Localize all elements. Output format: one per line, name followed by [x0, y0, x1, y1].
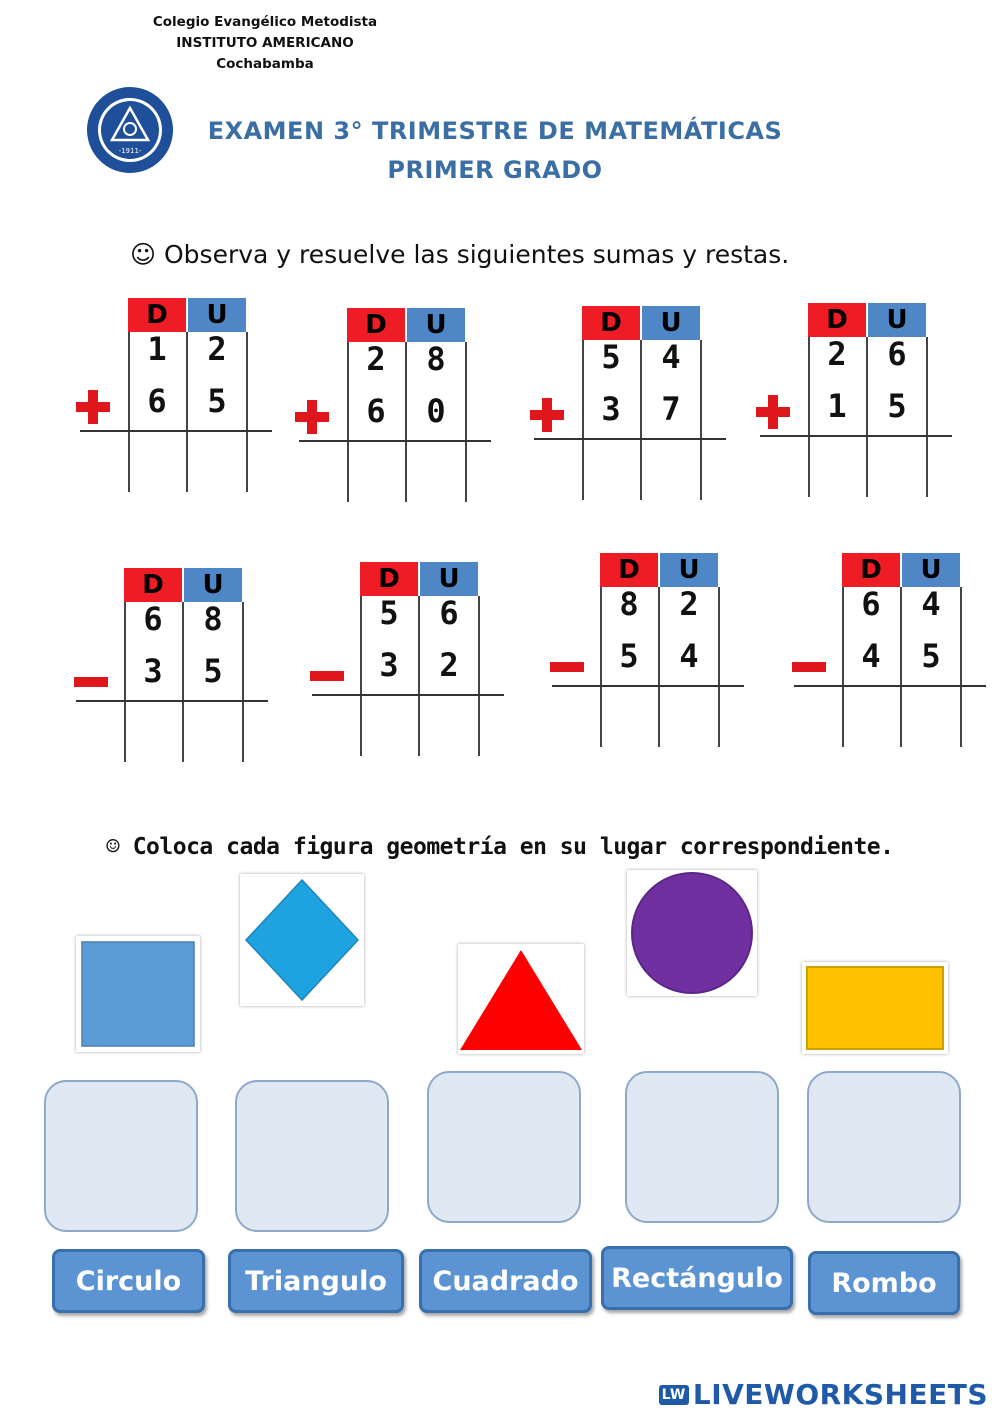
triangle-shape — [458, 944, 584, 1054]
tens-header: D — [582, 306, 640, 340]
answer-cell-units[interactable] — [663, 691, 715, 745]
units-header: U — [642, 306, 700, 340]
tens-header: D — [360, 562, 418, 596]
minus-icon — [792, 659, 826, 678]
school-line-3: Cochabamba — [216, 56, 314, 72]
answer-cell-tens[interactable] — [845, 691, 897, 745]
answer-cell-units[interactable] — [187, 706, 239, 760]
label-cuadrado[interactable]: Cuadrado — [419, 1249, 592, 1313]
column-divider — [478, 596, 480, 756]
diamond-fill — [246, 880, 358, 1000]
units-header: U — [407, 308, 465, 342]
label-circulo[interactable]: Circulo — [52, 1249, 205, 1313]
top-digit-units: 2 — [207, 330, 227, 368]
instruction-operations: ☺ Observa y resuelve las siguientes sumas y restas. — [130, 240, 790, 269]
answer-line — [794, 685, 986, 687]
top-digit-units: 4 — [921, 585, 941, 623]
top-digit-units: 6 — [887, 335, 907, 373]
answer-cell-tens[interactable] — [127, 706, 179, 760]
addition-problem-4 — [756, 303, 956, 503]
answer-cell-units[interactable] — [905, 691, 957, 745]
answer-cell-tens[interactable] — [585, 444, 637, 498]
bottom-digit-units: 4 — [679, 637, 699, 675]
top-digit-tens: 1 — [147, 330, 167, 368]
answer-cell-units[interactable] — [410, 446, 462, 500]
brand-logo[interactable] — [659, 1378, 988, 1411]
drop-box-3[interactable] — [427, 1071, 581, 1223]
answer-line — [299, 440, 491, 442]
plus-icon — [295, 400, 329, 438]
top-digit-units: 4 — [661, 338, 681, 376]
answer-line — [76, 700, 268, 702]
rectangle-shape — [802, 962, 948, 1054]
shape-tile-circle[interactable] — [627, 870, 757, 996]
top-digit-tens: 5 — [601, 338, 621, 376]
addition-problem-1 — [76, 298, 276, 498]
bottom-digit-tens: 6 — [366, 392, 386, 430]
school-line-1: Colegio Evangélico Metodista — [152, 14, 378, 30]
diamond-shape — [240, 874, 364, 1006]
column-divider — [960, 587, 962, 747]
answer-line — [760, 435, 952, 437]
subtraction-problem-4 — [790, 553, 990, 753]
bottom-digit-tens: 3 — [601, 390, 621, 428]
column-divider — [246, 332, 248, 492]
bottom-digit-units: 5 — [207, 382, 227, 420]
tens-header: D — [808, 303, 866, 337]
column-divider — [242, 602, 244, 762]
subtraction-problem-1 — [72, 568, 272, 768]
tens-header: D — [124, 568, 182, 602]
answer-line — [80, 430, 272, 432]
title-line-2: PRIMER GRADO — [387, 156, 603, 184]
instruction-shapes: ☺ Coloca cada figura geometría en su lugar correspondiente. — [106, 834, 894, 860]
school-name — [120, 12, 410, 75]
square-fill — [82, 942, 194, 1046]
units-header: U — [868, 303, 926, 337]
minus-icon — [74, 674, 108, 693]
answer-cell-tens[interactable] — [350, 446, 402, 500]
bottom-digit-tens: 6 — [147, 382, 167, 420]
answer-cell-tens[interactable] — [363, 700, 415, 754]
bottom-digit-units: 5 — [921, 637, 941, 675]
label-rectangulo[interactable]: Rectángulo — [601, 1246, 793, 1310]
shape-tile-rectangle[interactable] — [802, 962, 948, 1054]
bottom-digit-tens: 1 — [827, 387, 847, 425]
drop-box-2[interactable] — [235, 1080, 389, 1232]
column-divider — [465, 342, 467, 502]
addition-problem-2 — [295, 308, 495, 508]
top-digit-units: 6 — [439, 594, 459, 632]
top-digit-tens: 5 — [379, 594, 399, 632]
top-digit-units: 8 — [426, 340, 446, 378]
top-digit-tens: 6 — [861, 585, 881, 623]
label-triangulo[interactable]: Triangulo — [228, 1249, 404, 1313]
units-header: U — [902, 553, 960, 587]
logo-year: -1911- — [118, 147, 142, 155]
minus-icon — [310, 668, 344, 687]
top-digit-tens: 8 — [619, 585, 639, 623]
top-digit-tens: 2 — [366, 340, 386, 378]
tens-header: D — [600, 553, 658, 587]
square-shape — [76, 936, 200, 1052]
column-divider — [718, 587, 720, 747]
tens-header: D — [842, 553, 900, 587]
bottom-digit-units: 2 — [439, 646, 459, 684]
top-digit-units: 8 — [203, 600, 223, 638]
answer-cell-tens[interactable] — [131, 436, 183, 490]
page-title — [180, 112, 810, 190]
drop-box-5[interactable] — [807, 1071, 961, 1223]
drop-box-4[interactable] — [625, 1071, 779, 1223]
subtraction-problem-2 — [308, 562, 508, 762]
units-header: U — [660, 553, 718, 587]
plus-icon — [530, 398, 564, 436]
answer-cell-tens[interactable] — [811, 441, 863, 495]
shape-tile-diamond[interactable] — [240, 874, 364, 1006]
brand-name: LIVEWORKSHEETS — [692, 1378, 988, 1411]
addition-problem-3 — [530, 306, 730, 506]
column-divider — [926, 337, 928, 497]
answer-cell-units[interactable] — [645, 444, 697, 498]
school-line-2: INSTITUTO AMERICANO — [176, 35, 354, 51]
brand-icon: LW — [659, 1385, 689, 1405]
column-divider — [700, 340, 702, 500]
minus-icon — [550, 659, 584, 678]
label-rombo[interactable]: Rombo — [808, 1251, 960, 1315]
circle-shape — [627, 870, 757, 996]
shape-tile-square[interactable] — [76, 936, 200, 1052]
drop-box-1[interactable] — [44, 1080, 198, 1232]
answer-line — [534, 438, 726, 440]
bottom-digit-units: 7 — [661, 390, 681, 428]
answer-cell-units[interactable] — [871, 441, 923, 495]
bottom-digit-tens: 3 — [379, 646, 399, 684]
bottom-digit-units: 0 — [426, 392, 446, 430]
rectangle-fill — [807, 967, 943, 1049]
units-header: U — [184, 568, 242, 602]
bottom-digit-tens: 4 — [861, 637, 881, 675]
bottom-digit-tens: 3 — [143, 652, 163, 690]
answer-cell-units[interactable] — [191, 436, 243, 490]
plus-icon — [756, 395, 790, 433]
answer-line — [552, 685, 744, 687]
answer-cell-units[interactable] — [423, 700, 475, 754]
title-line-1: EXAMEN 3° TRIMESTRE DE MATEMÁTICAS — [207, 117, 783, 145]
answer-cell-tens[interactable] — [603, 691, 655, 745]
circle-fill — [632, 873, 752, 993]
shape-tile-triangle[interactable] — [458, 944, 584, 1054]
triangle-fill — [460, 950, 582, 1050]
bottom-digit-tens: 5 — [619, 637, 639, 675]
top-digit-units: 2 — [679, 585, 699, 623]
units-header: U — [188, 298, 246, 332]
bottom-digit-units: 5 — [203, 652, 223, 690]
plus-icon — [76, 390, 110, 428]
units-header: U — [420, 562, 478, 596]
tens-header: D — [128, 298, 186, 332]
top-digit-tens: 2 — [827, 335, 847, 373]
answer-line — [312, 694, 504, 696]
subtraction-problem-3 — [548, 553, 748, 753]
bottom-digit-units: 5 — [887, 387, 907, 425]
tens-header: D — [347, 308, 405, 342]
school-logo — [86, 86, 174, 174]
top-digit-tens: 6 — [143, 600, 163, 638]
